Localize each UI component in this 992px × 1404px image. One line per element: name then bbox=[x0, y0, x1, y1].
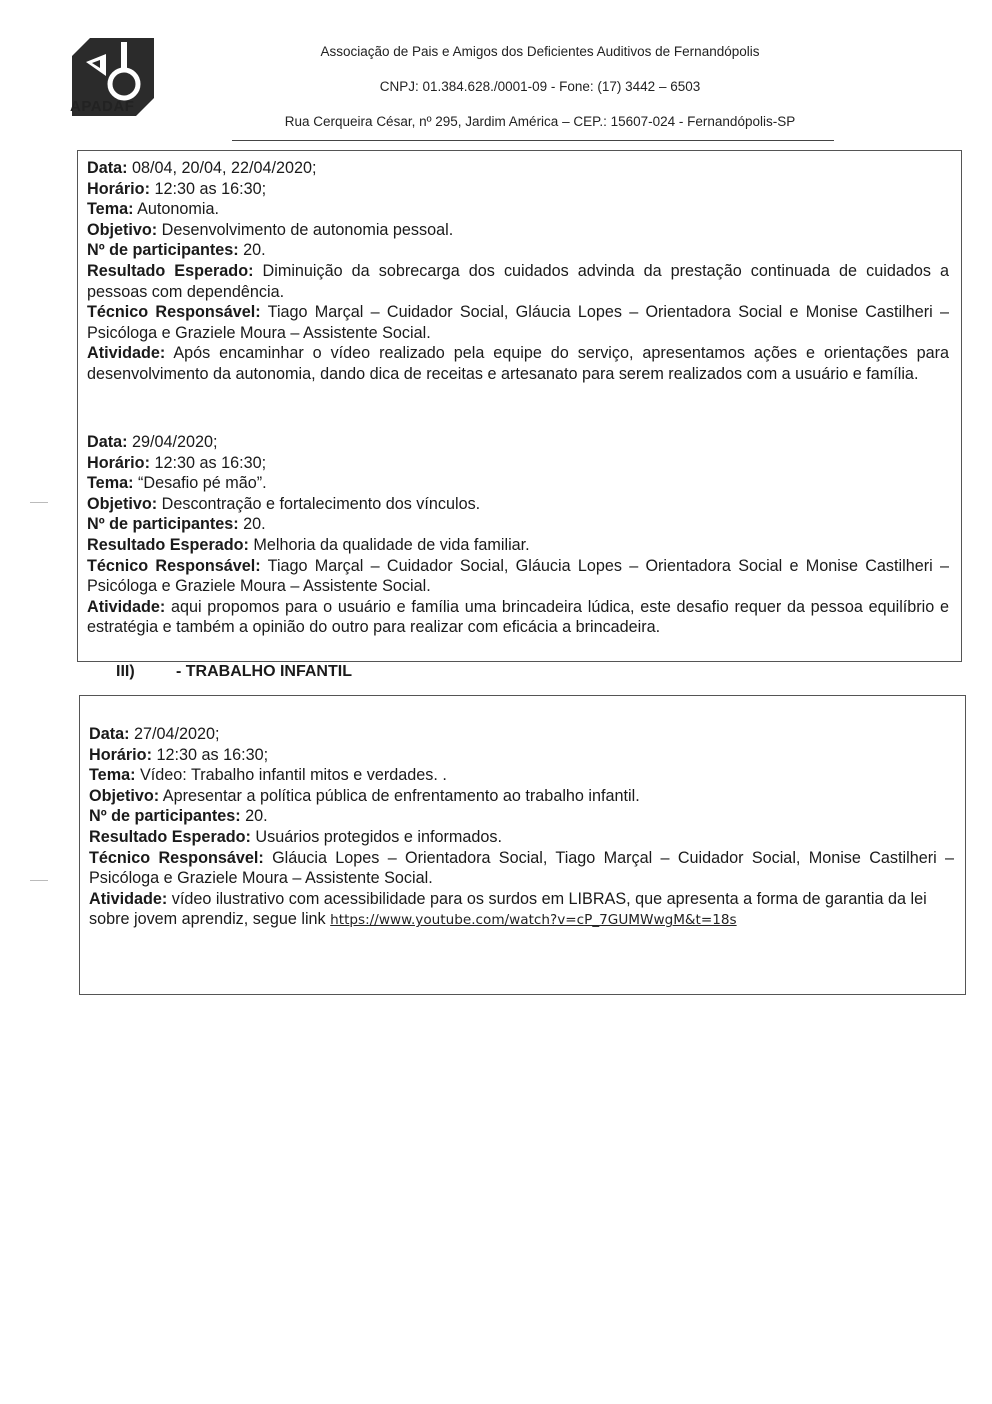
activity-line: Atividade: aqui propomos para o usuário e família uma brincadeira lúdica, este desafio requer da pessoa equilíbrio e estratégia e também a opinião do outro para realizar com eficácia a brincadeira. bbox=[87, 597, 949, 637]
participants-line: Nº de participantes: 20. bbox=[87, 241, 266, 260]
activity-entry-1 bbox=[87, 158, 949, 385]
time-line: Horário: 12:30 as 16:30; bbox=[87, 179, 267, 198]
date-line: Data: 29/04/2020; bbox=[87, 433, 218, 451]
theme-line: Tema: “Desafio pé mão”. bbox=[87, 474, 267, 493]
theme-line: Tema: Autonomia. bbox=[87, 200, 219, 219]
objective-line: Objetivo: Apresentar a política pública de enfrentamento ao trabalho infantil. bbox=[89, 786, 640, 805]
youtube-link[interactable]: https://www.youtube.com/watch?v=cP_7GUMWwgM&t=18s bbox=[330, 912, 737, 929]
expected-result-line: Resultado Esperado: Melhoria da qualidade de vida familiar. bbox=[87, 535, 530, 554]
header-divider bbox=[232, 140, 834, 141]
objective-line: Objetivo: Descontração e fortalecimento dos vínculos. bbox=[87, 494, 481, 513]
responsible-line: Técnico Responsável: Tiago Marçal – Cuidador Social, Gláucia Lopes – Orientadora Social e Monise Castilheri – Psicóloga e Graziele Moura – Assistente Social. bbox=[87, 556, 949, 596]
scan-mark bbox=[30, 502, 48, 503]
address-line: Rua Cerqueira César, nº 295, Jardim América – CEP.: 15607-024 - Fernandópolis-SP bbox=[284, 114, 796, 129]
expected-result-line: Resultado Esperado: Usuários protegidos e informados. bbox=[89, 827, 502, 846]
activity-entry-2 bbox=[87, 432, 949, 638]
date-line: Data: 08/04, 20/04, 22/04/2020; bbox=[87, 159, 317, 177]
section-number: III) bbox=[116, 663, 135, 680]
date-line: Data: 27/04/2020; bbox=[89, 725, 220, 743]
logo-text: APADAF bbox=[70, 98, 135, 115]
responsible-line: Técnico Responsável: Gláucia Lopes – Orientadora Social, Tiago Marçal – Cuidador Social, Monise Castilheri – Psicóloga e Graziele Moura – Assistente Social. bbox=[89, 848, 955, 888]
section-title: - TRABALHO INFANTIL bbox=[176, 663, 352, 680]
participants-line: Nº de participantes: 20. bbox=[87, 515, 266, 534]
activity-line: Atividade: Após encaminhar o vídeo realizado pela equipe do serviço, apresentamos ações e orientações para desenvolvimento da autonomia, dando dica de receitas e artesanato para serem realizados com a usuário e família. bbox=[87, 344, 950, 383]
activity-line: Atividade: vídeo ilustrativo com acessibilidade para os surdos em LIBRAS, que apresenta a forma de garantia da lei sobre jovem aprendiz, segue link https://www.youtube.com/watch?v=cP_7GUMWwgM&t=18s bbox=[89, 889, 927, 929]
participants-line: Nº de participantes: 20. bbox=[89, 807, 268, 826]
org-name: Associação de Pais e Amigos dos Deficientes Auditivos de Fernandópolis bbox=[320, 44, 760, 59]
expected-result-line: Resultado Esperado: Diminuição da sobrecarga dos cuidados advinda da prestação continuada de cuidados a pessoas com dependência. bbox=[87, 261, 949, 301]
responsible-line: Técnico Responsável: Tiago Marçal – Cuidador Social, Gláucia Lopes – Orientadora Social e Monise Castilheri – Psicóloga e Graziele Moura – Assistente Social. bbox=[87, 303, 949, 342]
objective-line: Objetivo: Desenvolvimento de autonomia pessoal. bbox=[87, 220, 454, 239]
activity-entry-3 bbox=[89, 724, 954, 931]
time-line: Horário: 12:30 as 16:30; bbox=[87, 453, 267, 472]
time-line: Horário: 12:30 as 16:30; bbox=[89, 745, 269, 764]
scan-mark bbox=[30, 880, 48, 881]
section-heading bbox=[116, 663, 352, 681]
cnpj-phone-line: CNPJ: 01.384.628./0001-09 - Fone: (17) 3442 – 6503 bbox=[379, 79, 701, 94]
theme-line: Tema: Vídeo: Trabalho infantil mitos e verdades. . bbox=[89, 766, 447, 785]
